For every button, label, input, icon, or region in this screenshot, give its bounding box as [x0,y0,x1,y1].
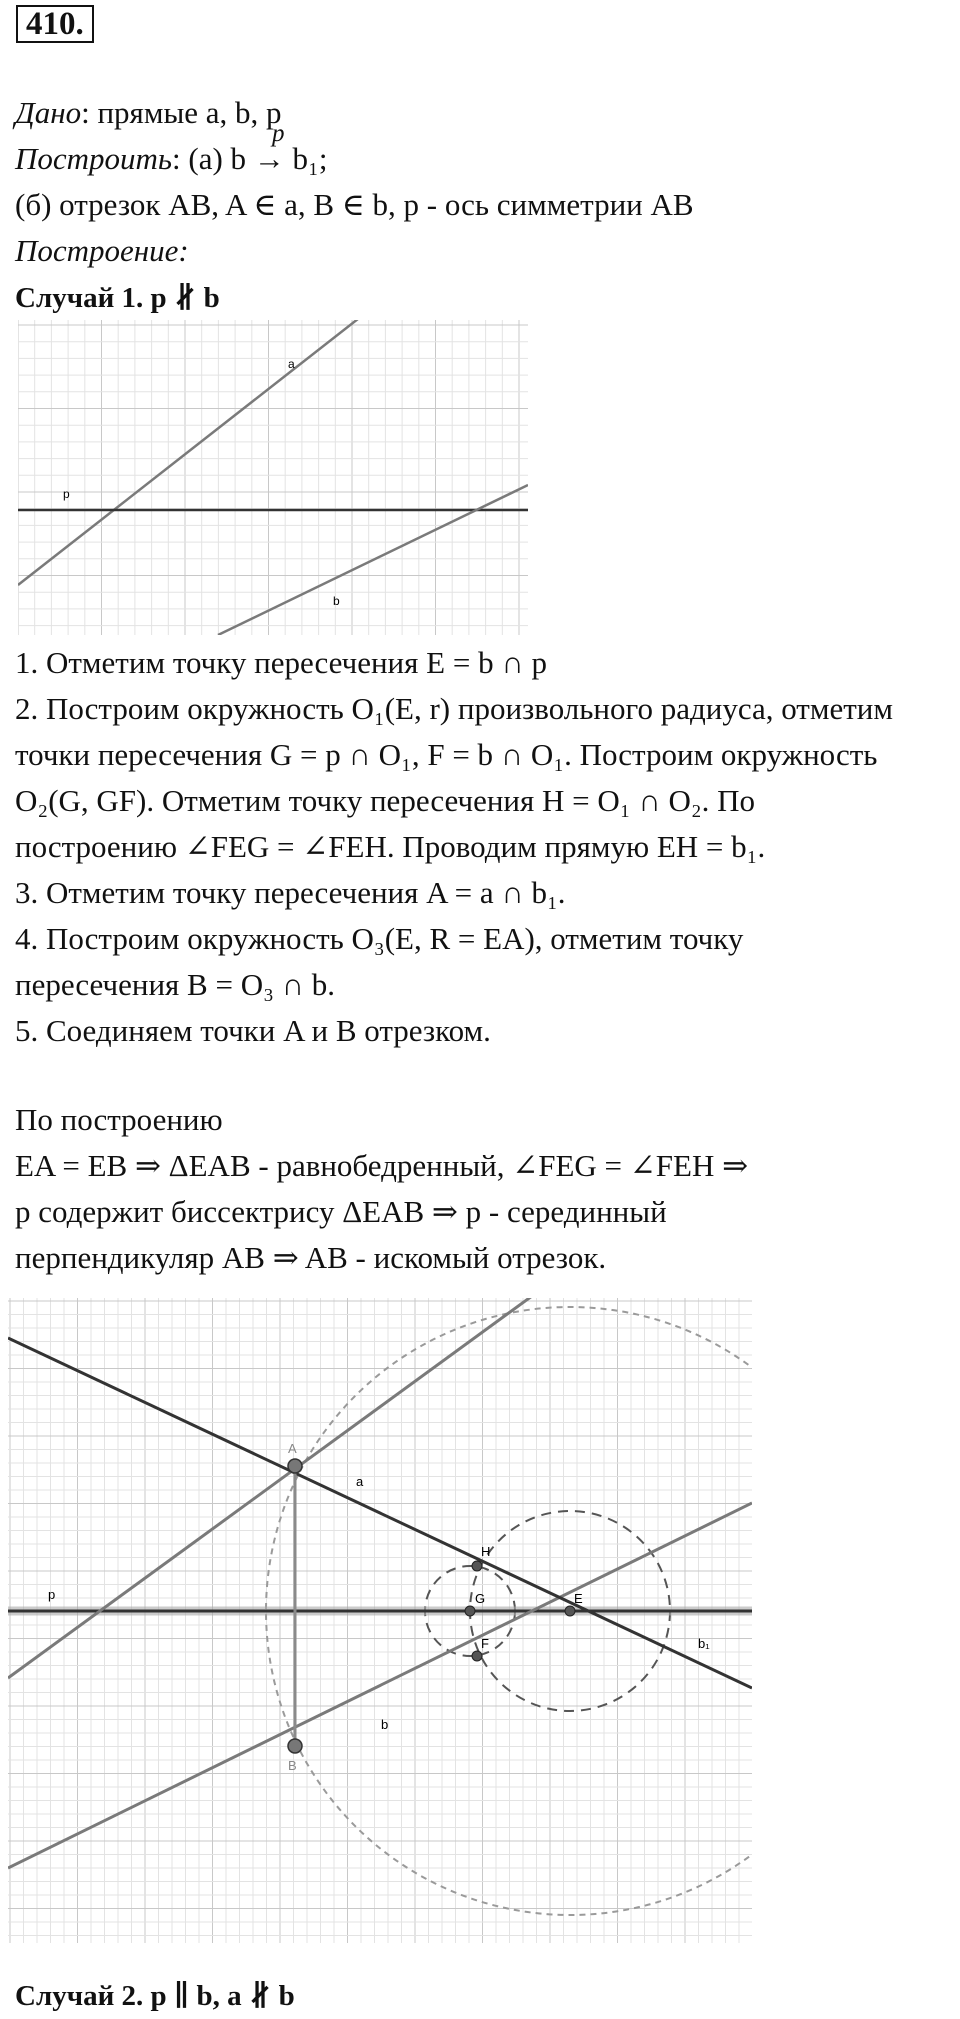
step-2c: O₂(G, GF). Отметим точку пересечения H = O₁ ∩ O₂. По [15,783,756,818]
construct-label: Построить [15,141,173,176]
line-b [218,485,528,635]
line-b1 [8,1338,752,1688]
point-b [288,1739,302,1753]
label-E: E [574,1591,583,1606]
point-f [472,1651,482,1661]
label-p-2: p [48,1587,56,1602]
step-2b: точки пересечения G = p ∩ O₁, F = b ∩ O₁. Построим окружность [15,737,878,772]
proof-2: p содержит биссектрису ΔEAB ⇒ p - серединный [15,1194,667,1229]
proof-3: перпендикуляр AB ⇒ AB - искомый отрезок. [15,1240,607,1275]
point-e [565,1606,575,1616]
construct-part-a: : (а) b → b₁; [172,141,328,176]
problem-number: 410. [16,5,94,43]
case1-figure [18,320,528,635]
proof-1: EA = EB ⇒ ΔEAB - равнобедренный, ∠FEG = ∠FEH ⇒ [15,1148,749,1183]
step-1: 1. Отметим точку пересечения E = b ∩ p [15,645,547,680]
figure1-grid [18,320,528,635]
label-F: F [481,1636,489,1651]
label-a: a [288,357,295,371]
proof-0: По построению [15,1102,223,1137]
label-H: H [481,1544,491,1559]
construction-label: Построение: [15,233,189,268]
figure2-grid [8,1298,752,1943]
point-h [472,1561,482,1571]
label-A: A [288,1441,297,1456]
construct-part-b: (б) отрезок AB, A ∈ a, B ∈ b, p - ось симметрии AB [15,187,694,222]
line-a [18,320,363,585]
label-a-2: a [356,1474,364,1489]
case1-title: Случай 1. p ∦ b [15,282,220,314]
label-B: B [288,1758,297,1773]
step-5: 5. Соединяем точки A и B отрезком. [15,1013,491,1048]
step-2d: построению ∠FEG = ∠FEH. Проводим прямую EH = b₁. [15,829,766,864]
step-3: 3. Отметим точку пересечения A = a ∩ b₁. [15,875,566,910]
point-g [465,1606,475,1616]
label-b1: b₁ [698,1636,710,1651]
case1-construction-figure [8,1298,752,1943]
given-text: : прямые a, b, p [81,95,282,130]
step-2a: 2. Построим окружность O₁(E, r) произвольного радиуса, отметим [15,691,893,726]
label-G: G [475,1591,486,1606]
point-a [288,1459,302,1473]
given-label: Дано [15,95,82,130]
case2-title: Случай 2. p ∥ b, a ∦ b [15,1980,295,2012]
label-p: p [63,487,70,501]
given-line [15,90,282,136]
label-b: b [333,594,340,608]
label-b-2: b [381,1717,389,1732]
step-4a: 4. Построим окружность O₃(E, R = EA), отметим точку [15,921,744,956]
arrow-label: p [272,120,285,147]
step-4b: пересечения B = O₃ ∩ b. [15,967,336,1002]
